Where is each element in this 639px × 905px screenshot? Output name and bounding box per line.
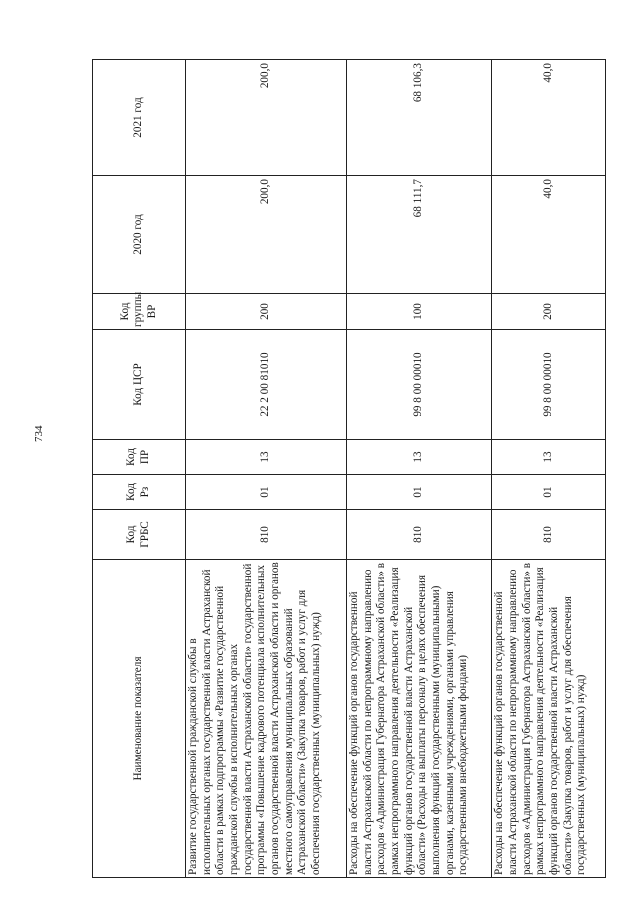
row-vr: 200	[186, 294, 347, 330]
row-amount-2020: 200,0	[186, 176, 347, 294]
row-amount-2021: 200,0	[186, 60, 347, 176]
row-pr: 13	[492, 440, 606, 475]
table-row	[186, 60, 347, 878]
row-rz: 01	[347, 475, 492, 510]
page-number: 734	[33, 425, 45, 442]
row-grbs: 810	[492, 510, 606, 560]
table-row	[492, 60, 606, 878]
row-csr: 99 8 00 00010	[347, 330, 492, 440]
row-csr: 99 8 00 00010	[492, 330, 606, 440]
row-rz: 01	[186, 475, 347, 510]
header-rz: Код Рз	[93, 475, 186, 510]
row-grbs: 810	[347, 510, 492, 560]
header-vr: Код группы ВР	[93, 294, 186, 330]
header-name: Наименование показателя	[93, 560, 186, 878]
header-pr: Код ПР	[93, 440, 186, 475]
rotated-table-wrapper	[92, 60, 606, 878]
row-vr: 200	[492, 294, 606, 330]
row-name: Развитие государственной гражданской службы в исполнительных органах государственной власти Астраханской области в рамках подпрограммы «Развитие государственной гражданской службы в исполнительных органах государственной власти Астраханской области» государственной программы «Повышение кадрового потенциала исполнительных органов государственной власти Астраханской области и органов местного самоуправления муниципальных образований Астраханской области» (Закупка товаров, работ и услуг для обеспечения государственных (муниципальных) нужд)	[186, 560, 347, 878]
row-pr: 13	[186, 440, 347, 475]
header-year-2021: 2021 год	[93, 60, 186, 176]
table-header-row	[93, 60, 186, 878]
row-amount-2021: 68 106,3	[347, 60, 492, 176]
row-name: Расходы на обеспечение функций органов государственной власти Астраханской области по непрограммному направлению расходов «Администрация Губернатора Астраханской области» в рамках непрограммного направления деятельности «Реализация функций органов государственной власти Астраханской области» (Расходы на выплаты персоналу в целях обеспечения выполнения функций государственными (муниципальными) органами, казенными учреждениями, органами управления государственными внебюджетными фондами)	[347, 560, 492, 878]
row-amount-2020: 40,0	[492, 176, 606, 294]
budget-table	[92, 59, 606, 878]
row-pr: 13	[347, 440, 492, 475]
table-row	[347, 60, 492, 878]
row-rz: 01	[492, 475, 606, 510]
row-name: Расходы на обеспечение функций органов государственной власти Астраханской области по непрограммному направлению расходов «Администрация Губернатора Астраханской области» в рамках непрограммного направления деятельности «Реализация функций органов государственной власти Астраханской области» (Закупка товаров, работ и услуг для обеспечения государственных (муниципальных) нужд)	[492, 560, 606, 878]
row-csr: 22 2 00 81010	[186, 330, 347, 440]
header-year-2020: 2020 год	[93, 176, 186, 294]
row-vr: 100	[347, 294, 492, 330]
row-amount-2020: 68 111,7	[347, 176, 492, 294]
row-amount-2021: 40,0	[492, 60, 606, 176]
row-grbs: 810	[186, 510, 347, 560]
header-grbs: Код ГРБС	[93, 510, 186, 560]
header-csr: Код ЦСР	[93, 330, 186, 440]
